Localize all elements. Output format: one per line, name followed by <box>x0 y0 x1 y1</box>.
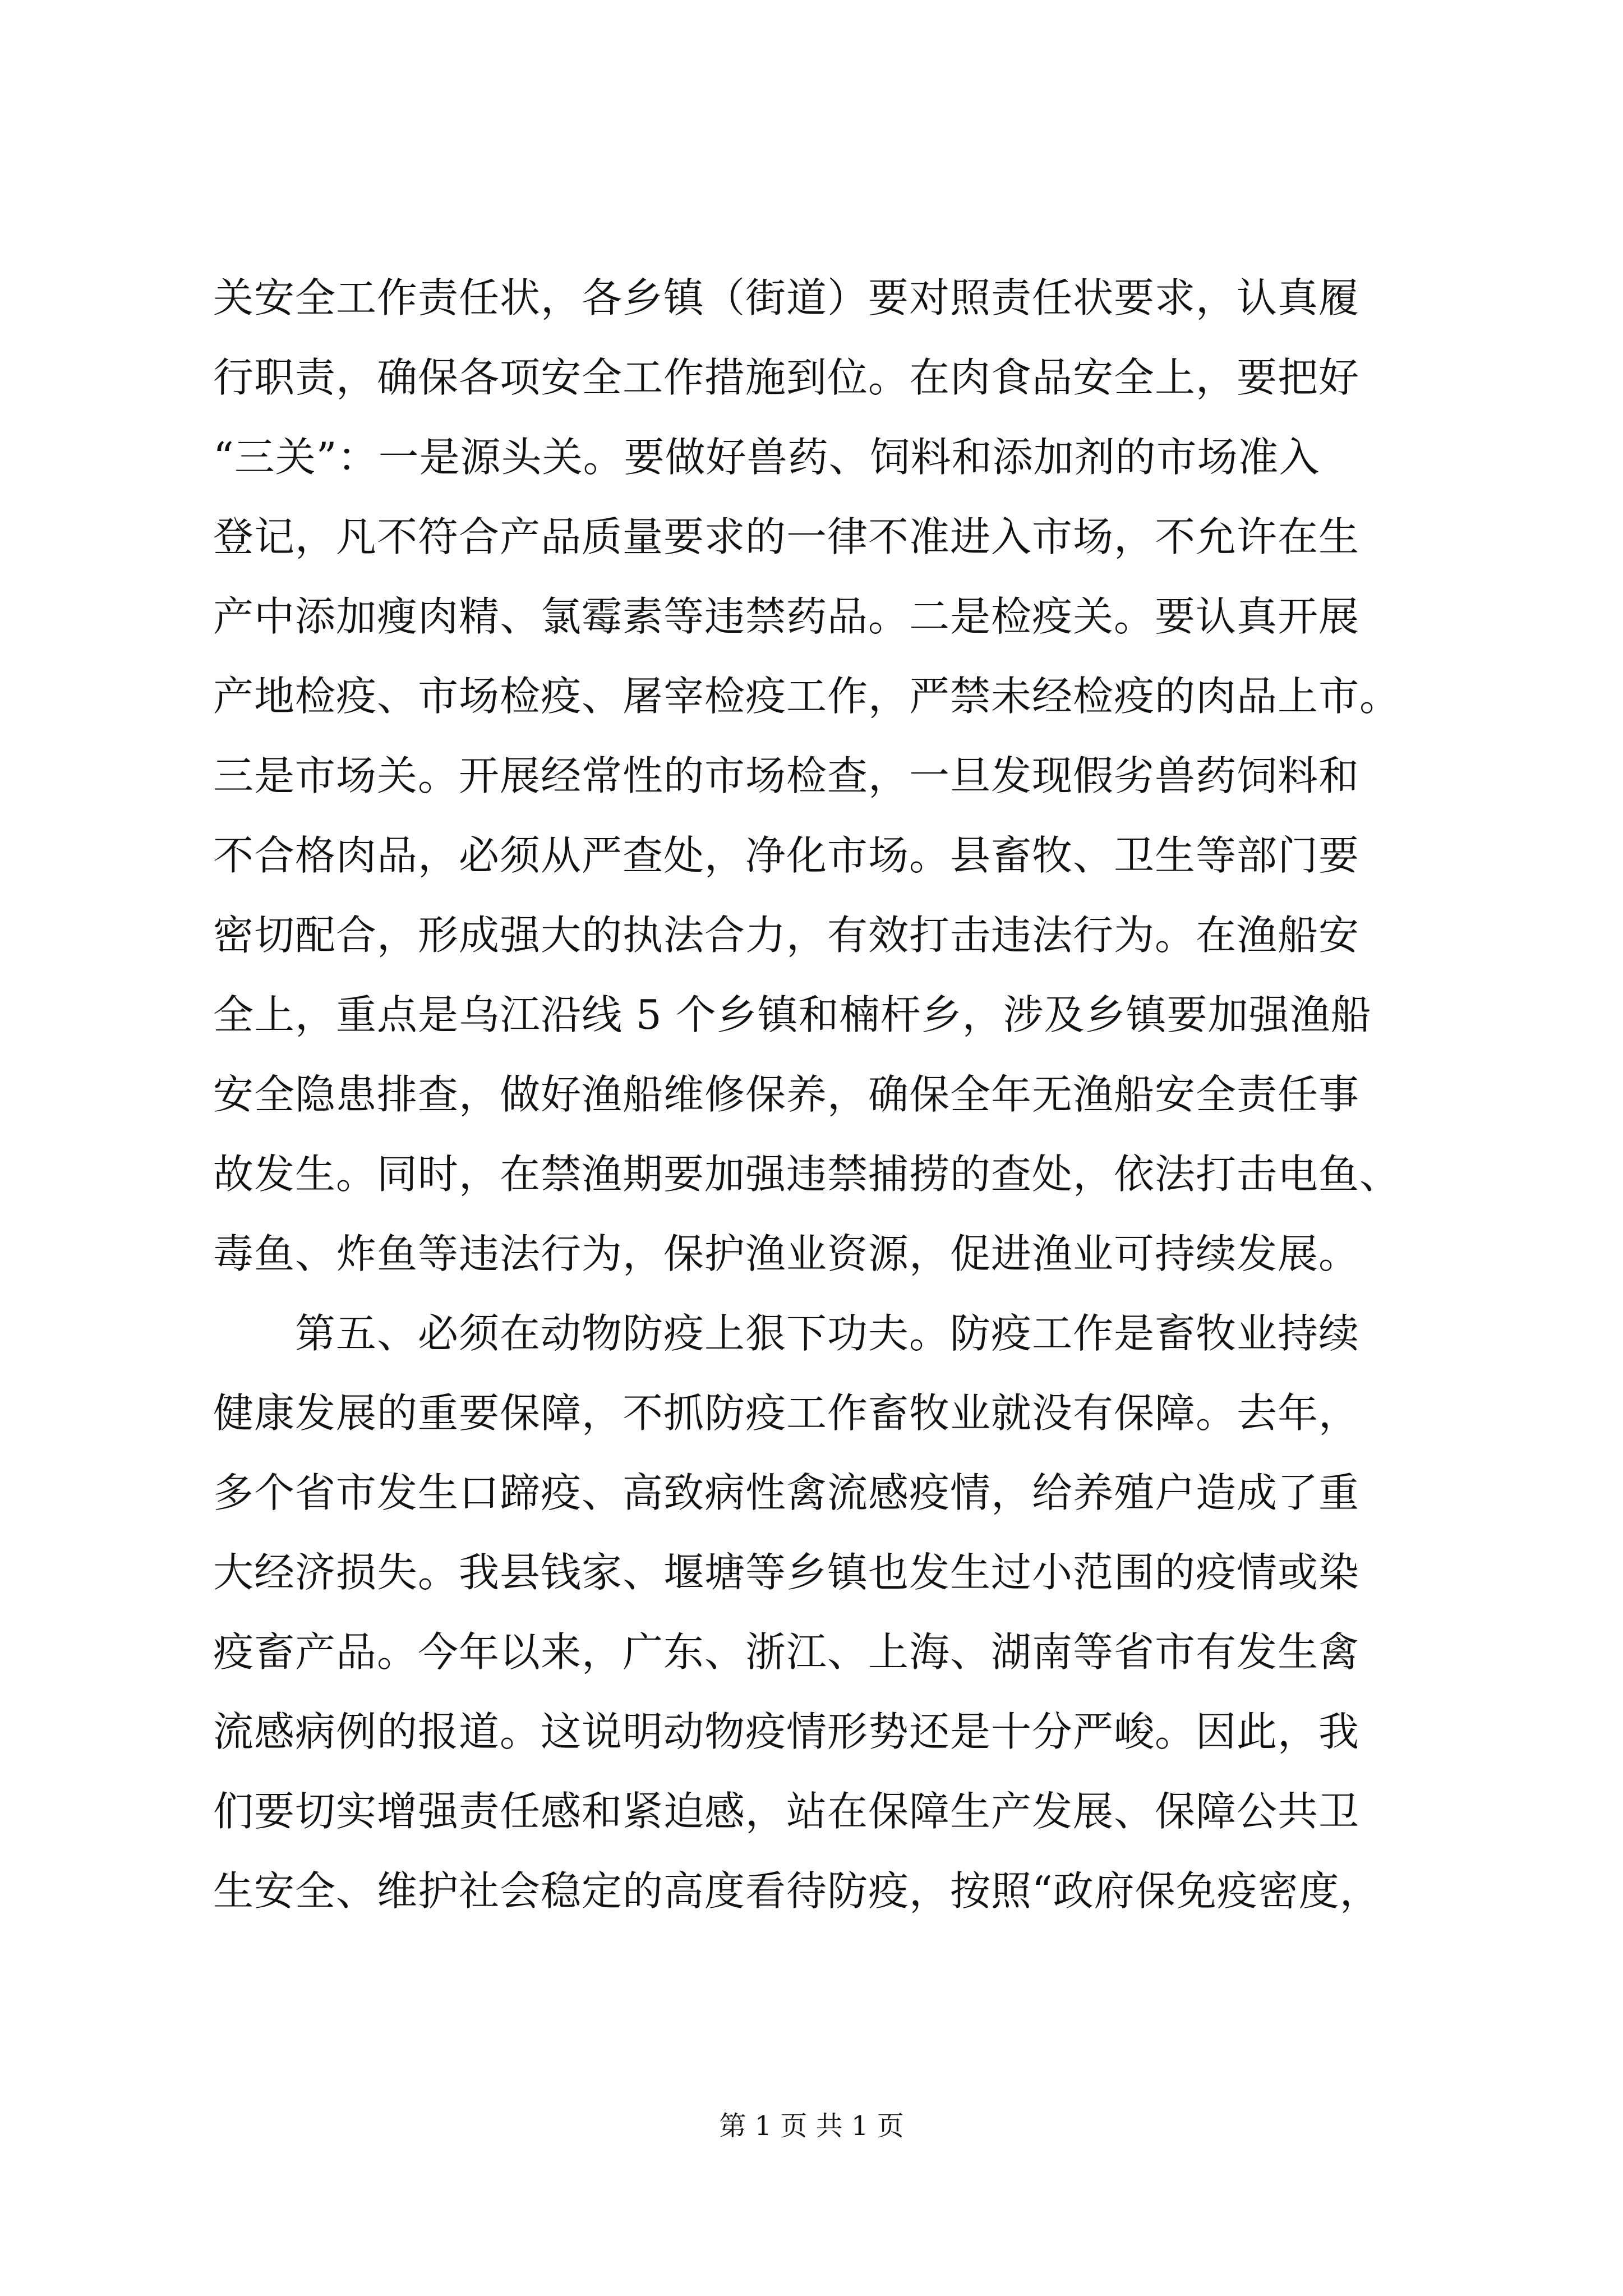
text-line: 疫畜产品。今年以来，广东、浙江、上海、湖南等省市有发生禽 <box>213 1628 1360 1676</box>
text-line: 行职责，确保各项安全工作措施到位。在肉食品安全上，要把好 <box>213 354 1360 401</box>
text-line: 毒鱼、炸鱼等违法行为，保护渔业资源，促进渔业可持续发展。 <box>213 1230 1360 1277</box>
text-line: 们要切实增强责任感和紧迫感，站在保障生产发展、保障公共卫 <box>213 1788 1360 1835</box>
text-line: 三是市场关。开展经常性的市场检查，一旦发现假劣兽药饲料和 <box>213 752 1360 799</box>
text-line: 登记，凡不符合产品质量要求的一律不准进入市场，不允许在生 <box>213 513 1360 560</box>
text-line: 安全隐患排查，做好渔船维修保养，确保全年无渔船安全责任事 <box>213 1071 1360 1118</box>
page-footer <box>0 2109 1623 2143</box>
body-text <box>213 258 1447 1931</box>
text-line: 健康发展的重要保障，不抓防疫工作畜牧业就没有保障。去年， <box>213 1389 1360 1437</box>
paragraph-start-line: 第五、必须在动物防疫上狠下功夫。防疫工作是畜牧业持续 <box>213 1310 1360 1357</box>
text-line: 大经济损失。我县钱家、堰塘等乡镇也发生过小范围的疫情或染 <box>213 1549 1360 1596</box>
text-line: 产中添加瘦肉精、氯霉素等违禁药品。二是检疫关。要认真开展 <box>213 593 1360 640</box>
text-line: 全上，重点是乌江沿线 5 个乡镇和楠杆乡，涉及乡镇要加强渔船 <box>213 991 1372 1038</box>
text-line: “三关”：一是源头关。要做好兽药、饲料和添加剂的市场准入 <box>213 434 1320 481</box>
text-line: 流感病例的报道。这说明动物疫情形势还是十分严峻。因此，我 <box>213 1708 1360 1755</box>
text-line: 不合格肉品，必须从严查处，净化市场。县畜牧、卫生等部门要 <box>213 832 1360 879</box>
text-line: 生安全、维护社会稳定的高度看待防疫，按照“政府保免疫密度， <box>213 1867 1381 1915</box>
text-line: 关安全工作责任状，各乡镇（街道）要对照责任状要求，认真履 <box>213 274 1360 321</box>
page-number: 第 1 页 共 1 页 <box>719 2110 904 2142</box>
text-line: 产地检疫、市场检疫、屠宰检疫工作，严禁未经检疫的肉品上市。 <box>213 673 1401 720</box>
text-line: 故发生。同时，在禁渔期要加强违禁捕捞的查处，依法打击电鱼、 <box>213 1151 1401 1198</box>
text-line: 多个省市发生口蹄疫、高致病性禽流感疫情，给养殖户造成了重 <box>213 1469 1360 1516</box>
text-line: 密切配合，形成强大的执法合力，有效打击违法行为。在渔船安 <box>213 912 1360 959</box>
